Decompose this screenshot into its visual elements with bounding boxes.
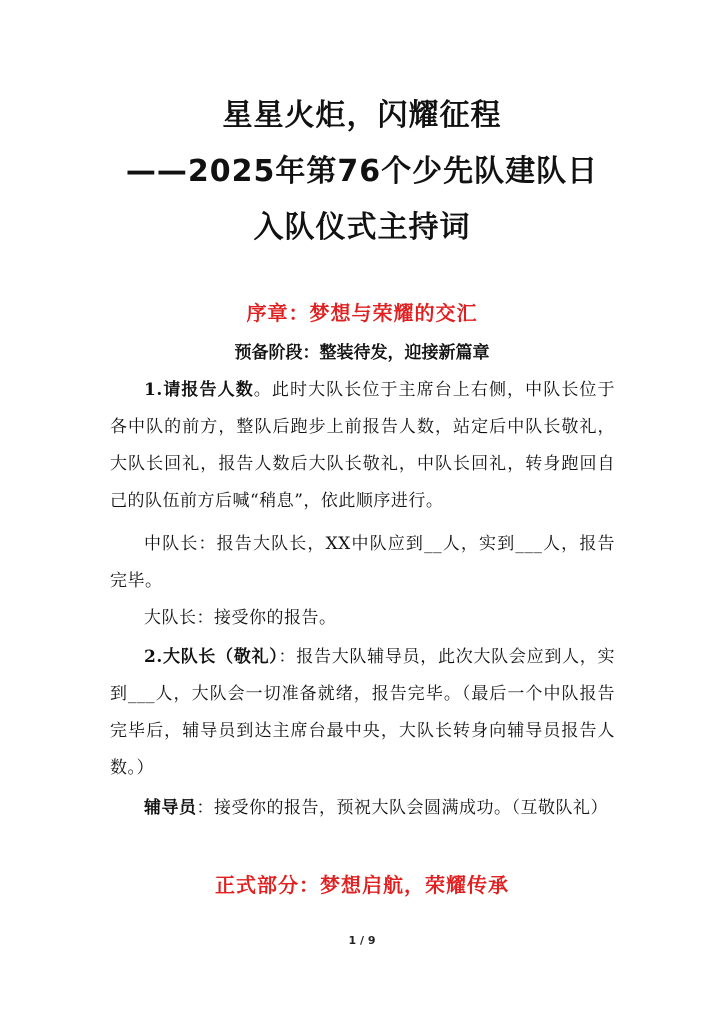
paragraph-label: 2.大队长（敬礼）: [144, 647, 279, 667]
title-line-3: 入队仪式主持词: [253, 210, 471, 245]
paragraph-text: ：接受你的报告，预祝大队会圆满成功。（互敬队礼）: [196, 798, 608, 818]
title-line-2: ——2025年第76个少先队建队日: [125, 154, 599, 189]
page-number: 1 / 9: [348, 934, 376, 947]
title-line-1: 星星火炬，闪耀征程: [222, 98, 502, 133]
paragraph-label: 辅导员: [144, 798, 197, 818]
prologue-heading: 序章：梦想与荣耀的交汇: [246, 301, 478, 325]
paragraph-squadron-leader: [110, 526, 615, 600]
paragraph-label: 1.请报告人数: [144, 380, 254, 400]
prologue-subheading: 预备阶段：整装待发，迎接新篇章: [234, 343, 490, 363]
paragraph-text: 中队长：报告大队长，XX中队应到__人，实到___人，报告完毕。: [110, 534, 615, 591]
paragraph-report-count: [110, 372, 615, 520]
paragraph-text: 。此时大队长位于主席台上右侧，中队长位于各中队的前方，整队后跑步上前报告人数，站定后中队长敬礼，大队长回礼，报告人数后大队长敬礼，中队长回礼，转身跑回自己的队伍前方后喊“稍息”，依此顺序进行。: [110, 380, 616, 511]
formal-heading: 正式部分：梦想启航，荣耀传承: [215, 873, 509, 897]
paragraph-counselor: [110, 790, 615, 827]
paragraph-brigade-salute: [110, 639, 615, 787]
paragraph-brigade-leader: [110, 600, 615, 637]
paragraph-text: 大队长：接受你的报告。: [144, 608, 337, 628]
paragraph-text: ：报告大队辅导员，此次大队会应到人，实到___人，大队会一切准备就绪，报告完毕。（最后一个中队报告完毕后，辅导员到达主席台最中央，大队长转身向辅导员报告人数。）: [110, 647, 616, 778]
